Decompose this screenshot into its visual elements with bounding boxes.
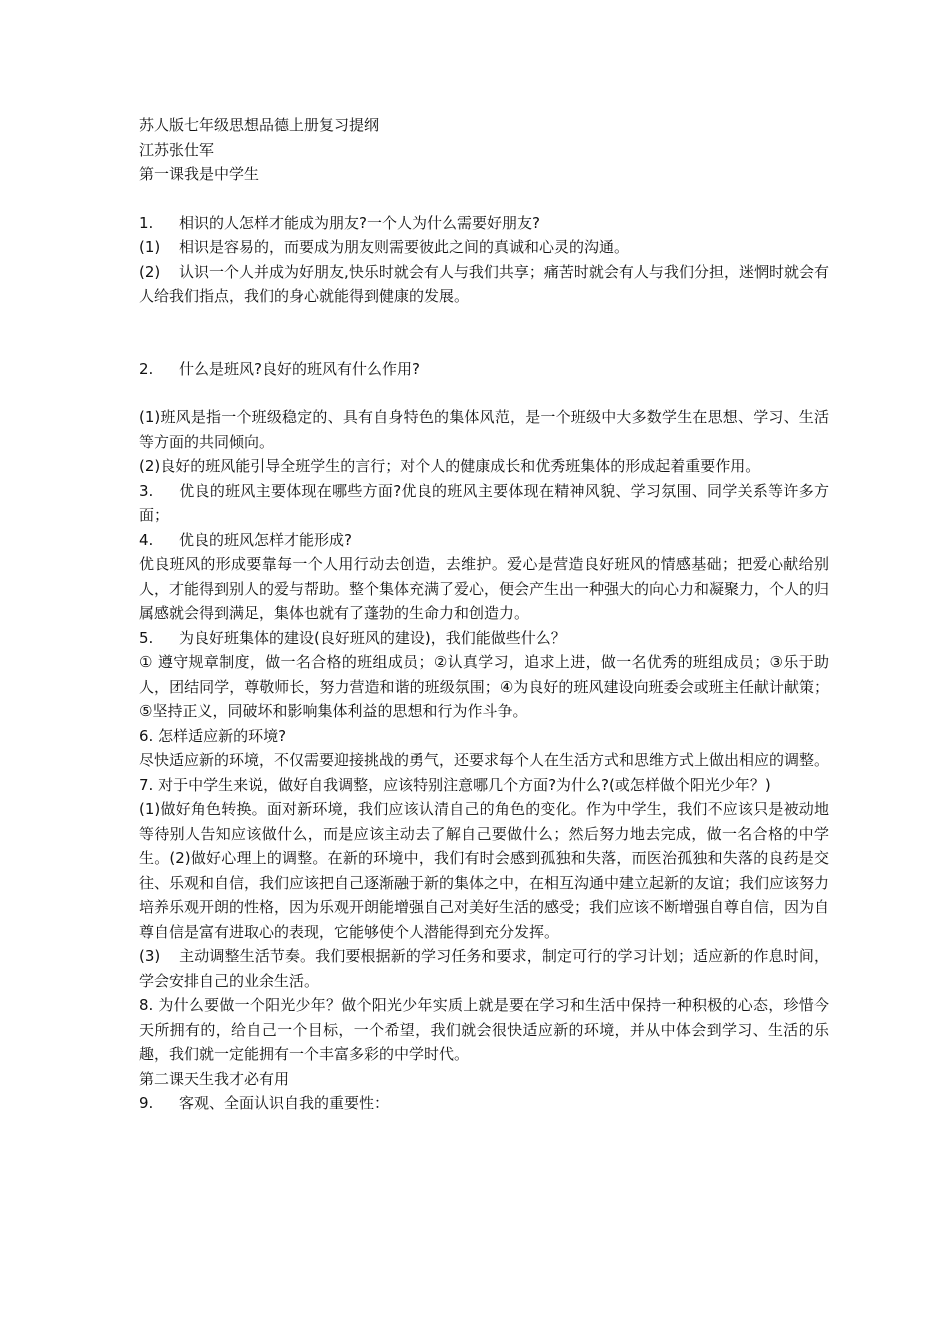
- question-1: [139, 211, 829, 236]
- question-number: 9.: [139, 1094, 154, 1112]
- question-8: 8. 为什么要做一个阳光少年？做个阳光少年实质上就是要在学习和生活中保持一种积极的心态，珍惜今天所拥有的，给自己一个目标，一个希望，我们就会很快适应新的环境，并从中体会到学习、生活的乐趣，我们就一定能拥有一个丰富多彩的中学时代。: [139, 996, 829, 1063]
- question-text: 客观、全面认识自我的重要性：: [179, 1094, 390, 1112]
- lesson-1-heading: 第一课我是中学生: [139, 165, 260, 183]
- question-6: 6. 怎样适应新的环境?: [139, 726, 287, 745]
- document-author: 江苏张仕军: [139, 140, 215, 159]
- answer-1-1: [139, 235, 829, 260]
- answer-2-2: (2)良好的班风能引导全班学生的言行；对个人的健康成长和优秀班集体的形成起着重要作用。: [139, 457, 761, 475]
- question-text: 相识的人怎样才能成为朋友?一个人为什么需要好朋友?: [179, 213, 540, 232]
- question-text: 优良的班风怎样才能形成?: [179, 530, 352, 549]
- item-text: 相识是容易的，而要成为朋友则需要彼此之间的真诚和心灵的沟通。: [179, 238, 630, 256]
- item-text: 主动调整生活节奏。我们要根据新的学习任务和要求，制定可行的学习计划；适应新的作息时间，学会安排自己的业余生活。: [139, 947, 829, 990]
- question-text: 什么是班风?良好的班风有什么作用?: [179, 359, 420, 378]
- item-number: (1): [139, 238, 161, 256]
- item-number: (2): [139, 262, 161, 281]
- answer-5: ① 遵守规章制度，做一名合格的班组成员；②认真学习，追求上进，做一名优秀的班组成员；③乐于助人，团结同学，尊敬师长，努力营造和谐的班级氛围；④为良好的班风建设向班委会或班主任献计献策；⑤坚持正义，同破坏和影响集体利益的思想和行为作斗争。: [139, 653, 829, 720]
- question-number: 2.: [139, 359, 154, 378]
- question-text: 为良好班集体的建设(良好班风的建设)，我们能做些什么？: [179, 628, 566, 647]
- item-number: (3): [139, 947, 161, 965]
- document-title: 苏人版七年级思想品德上册复习提纲: [139, 116, 380, 134]
- question-number: 3.: [139, 481, 154, 500]
- blank-line: [139, 333, 829, 357]
- answer-7-3: [139, 944, 829, 993]
- document-body: [139, 113, 829, 1116]
- blank-line: [139, 381, 829, 405]
- question-7: 7. 对于中学生来说，做好自我调整，应该特别注意哪几个方面?为什么?(或怎样做个阳光少年？): [139, 775, 771, 794]
- answer-6: 尽快适应新的环境，不仅需要迎接挑战的勇气，还要求每个人在生活方式和思维方式上做出相应的调整。: [139, 751, 830, 769]
- answer-4: 优良班风的形成要靠每一个人用行动去创造，去维护。爱心是营造良好班风的情感基础；把爱心献给别人，才能得到别人的爱与帮助。整个集体充满了爱心，便会产生出一种强大的向心力和凝聚力，个人的归属感就会得到满足，集体也就有了蓬勃的生命力和创造力。: [139, 555, 830, 622]
- question-4: [139, 528, 829, 553]
- answer-7-1-2: (1)做好角色转换。面对新环境，我们应该认清自己的角色的变化。作为中学生，我们不应该只是被动地等待别人告知应该做什么，而是应该主动去了解自己要做什么；然后努力地去完成，做一名合格的中学生。(2)做好心理上的调整。在新的环境中，我们有时会感到孤独和失落，而医治孤独和失落的良药是交往、乐观和自信，我们应该把自己逐渐融于新的集体之中，在相互沟通中建立起新的友谊；我们应该努力培养乐观开朗的性格，因为乐观开朗能增强自己对美好生活的感受；我们应该不断增强自尊自信，因为自尊自信是富有进取心的表现，它能够使个人潜能得到充分发挥。: [139, 800, 830, 941]
- blank-line: [139, 309, 829, 333]
- question-number: 4.: [139, 530, 154, 549]
- lesson-2-heading: 第二课天生我才必有用: [139, 1069, 290, 1088]
- item-text: 认识一个人并成为好朋友,快乐时就会有人与我们共享；痛苦时就会有人与我们分担，迷惘时就会有人给我们指点，我们的身心就能得到健康的发展。: [139, 262, 829, 305]
- question-number: 1.: [139, 213, 154, 232]
- question-3: [139, 479, 829, 528]
- question-5: [139, 626, 829, 651]
- blank-line: [139, 187, 829, 211]
- answer-1-2: [139, 260, 829, 309]
- question-2: [139, 357, 829, 382]
- question-9: [139, 1091, 829, 1116]
- question-text: 优良的班风主要体现在哪些方面?优良的班风主要体现在精神风貌、学习氛围、同学关系等许多方面；: [139, 481, 829, 524]
- question-number: 5.: [139, 628, 154, 647]
- answer-2-1: (1)班风是指一个班级稳定的、具有自身特色的集体风范，是一个班级中大多数学生在思想、学习、生活等方面的共同倾向。: [139, 408, 829, 451]
